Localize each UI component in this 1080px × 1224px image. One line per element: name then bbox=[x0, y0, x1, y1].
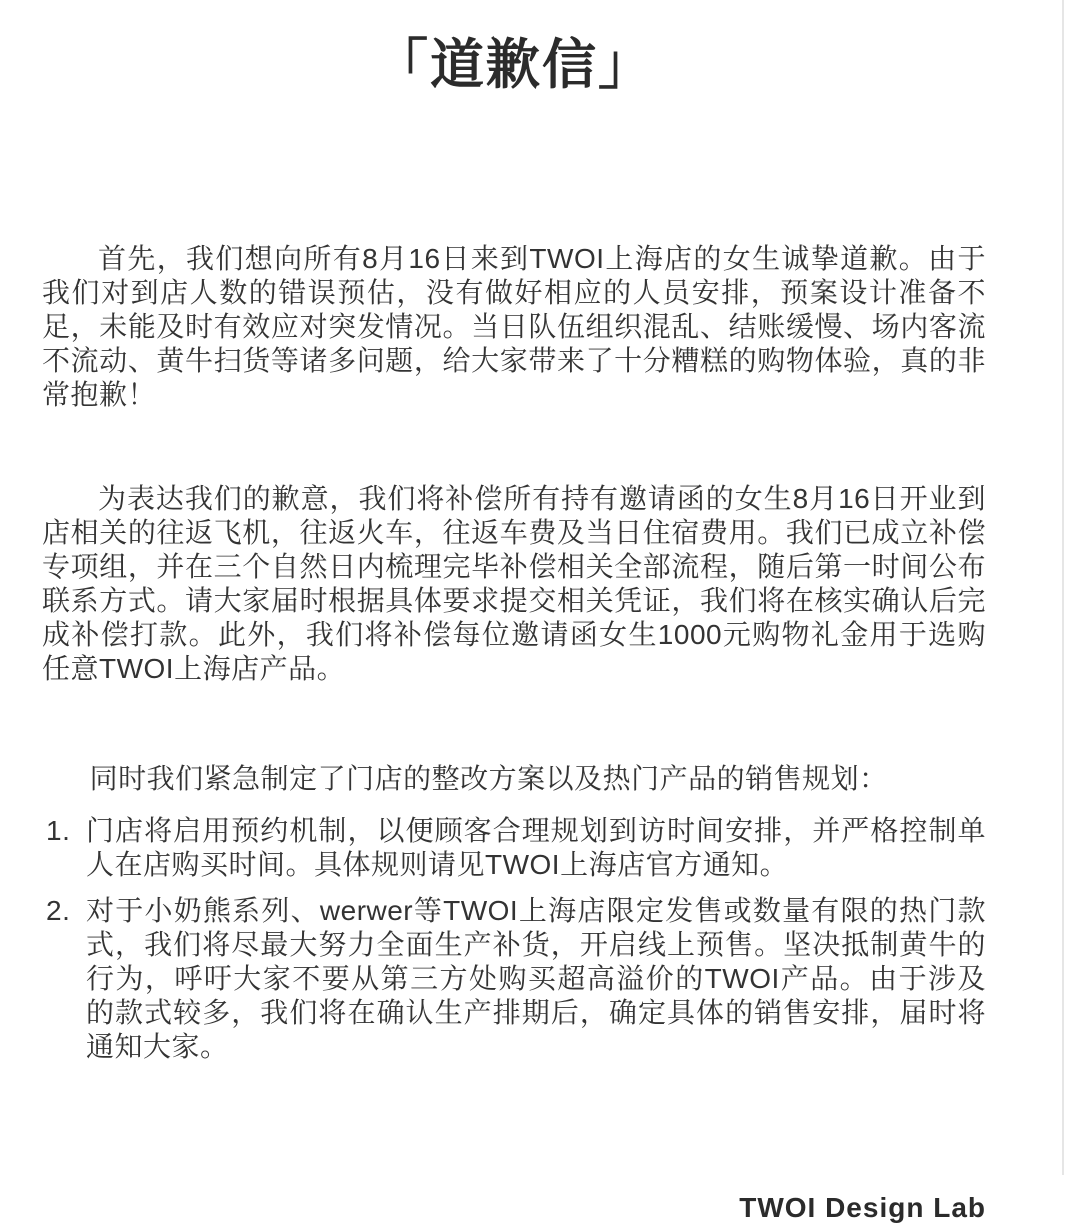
apology-paragraph: 首先，我们想向所有8月16日来到TWOI上海店的女生诚挚道歉。由于我们对到店人数的错误预估，没有做好相应的人员安排，预案设计准备不足，未能及时有效应对突发情况。当日队伍组织混乱、结账缓慢、场内客流不流动、黄牛扫货等诸多问题，给大家带来了十分糟糕的购物体验，真的非常抱歉！ bbox=[42, 243, 986, 411]
list-item bbox=[42, 894, 986, 1064]
list-item-text: 门店将启用预约机制，以便顾客合理规划到访时间安排，并严格控制单人在店购买时间。具体规则请见TWOI上海店官方通知。 bbox=[86, 815, 986, 881]
letter-content bbox=[42, 0, 986, 1224]
list-item-number: 2. bbox=[46, 895, 71, 927]
page-edge-divider bbox=[1062, 0, 1064, 1175]
compensation-paragraph: 为表达我们的歉意，我们将补偿所有持有邀请函的女生8月16日开业到店相关的往返飞机，往返火车，往返车费及当日住宿费用。我们已成立补偿专项组，并在三个自然日内梳理完毕补偿相关全部流程，随后第一时间公布联系方式。请大家届时根据具体要求提交相关凭证，我们将在核实确认后完成补偿打款。此外，我们将补偿每位邀请函女生1000元购物礼金用于选购任意TWOI上海店产品。 bbox=[42, 483, 986, 685]
list-item bbox=[42, 814, 986, 882]
plan-intro: 同时我们紧急制定了门店的整改方案以及热门产品的销售规划： bbox=[89, 763, 888, 795]
list-item-number: 1. bbox=[46, 815, 71, 847]
plan-list bbox=[42, 814, 986, 1064]
list-item-text: 对于小奶熊系列、werwer等TWOI上海店限定发售或数量有限的热门款式，我们将尽最大努力全面生产补货，开启线上预售。坚决抵制黄牛的行为，呼吁大家不要从第三方处购买超高溢价的TWOI产品。由于涉及的款式较多，我们将在确认生产排期后，确定具体的销售安排，届时将通知大家。 bbox=[86, 895, 986, 1063]
letter-title: 「道歉信」 bbox=[374, 35, 654, 95]
signature: TWOI Design Lab bbox=[739, 1192, 986, 1224]
